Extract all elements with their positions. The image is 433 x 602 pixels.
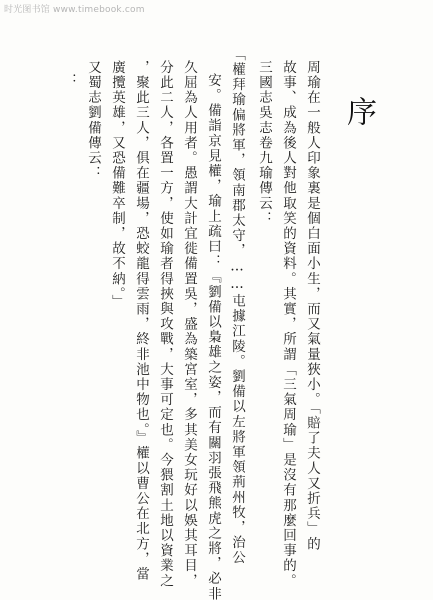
text-column-1: 周瑜在一般人印象裏是個白面小生，而又氣量狹小。「賠了夫人又折兵」的 [304, 60, 320, 552]
text-column-8: ，聚此三人，俱在疆場，恐蛟龍得雲雨，終非池中物也。』權以曹公在北方，當 [133, 60, 149, 582]
text-column-6: 久屈為人用者。愚謂大計宜徙備置吳，盛為築宮室，多其美女玩好以娛其耳目， [181, 60, 197, 589]
text-column-9: 廣攬英雄，又恐備難卒制，故不納。」 [109, 60, 125, 310]
text-column-5: 安。備詣京見權，瑜上疏曰：『劉備以梟雄之姿，而有關羽張飛熊虎之將，必非 [205, 73, 221, 602]
text-column-2: 故事、成為後人對他取笑的資料。其實，所謂「三氣周瑜」是沒有那麼回事的。 [280, 60, 296, 589]
preface-title: 序 [341, 96, 376, 126]
text-column-7: 分此二人，各置一方，使如瑜者得挾與攻戰，大事可定也。今猥割土地以資業之 [157, 60, 173, 589]
text-column-3: 三國志吳志卷九瑜傳云： [256, 60, 272, 227]
text-column-11: ： [61, 73, 77, 89]
watermark: 时光图书馆 www.timebook.com [4, 5, 145, 15]
text-column-4: 「權拜瑜偏將軍，領南郡太守，……屯據江陵。劉備以左將軍領荊州牧，治公 [229, 47, 245, 566]
text-column-10: 又蜀志劉備傳云： [85, 60, 101, 181]
